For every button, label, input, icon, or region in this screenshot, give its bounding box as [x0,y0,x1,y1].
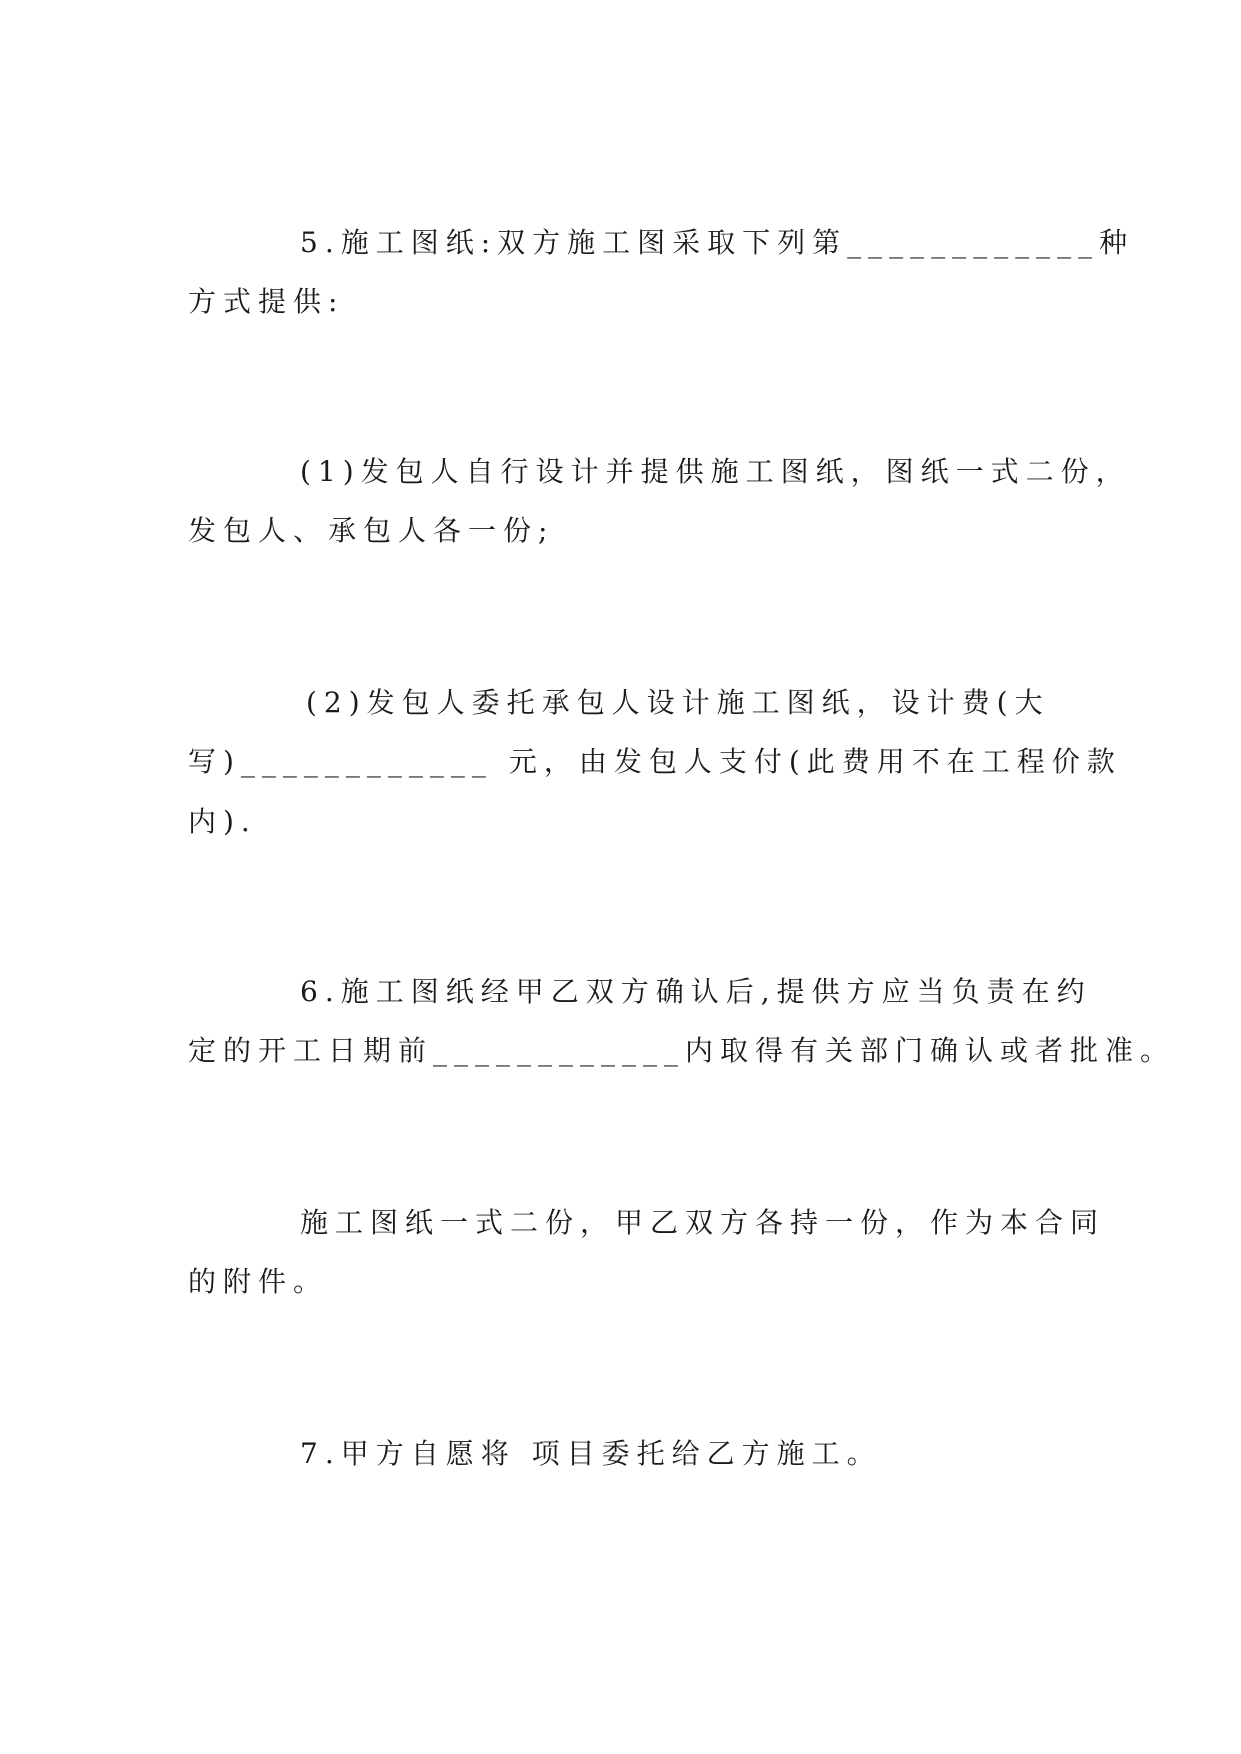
clause-5-option-2-line-1: (2)发包人委托承包人设计施工图纸，设计费(大 [306,686,1050,719]
clause-5-line-1: 5.施工图纸:双方施工图采取下列第____________种 [300,226,1135,259]
clause-5-option-2-line-2: 写)____________ 元，由发包人支付(此费用不在工程价款 [188,745,1122,778]
clause-7-line-1: 7.甲方自愿将 项目委托给乙方施工。 [300,1437,882,1470]
clause-5-option-1-line-2: 发包人、承包人各一份; [188,514,555,547]
clause-5-option-2-line-3: 内). [188,805,257,838]
clause-6-line-1: 6.施工图纸经甲乙双方确认后,提供方应当负责在约 [300,975,1092,1008]
clause-5-line-2: 方式提供: [188,285,345,318]
drawings-copies-line-1: 施工图纸一式二份，甲乙双方各持一份，作为本合同 [300,1206,1106,1239]
clause-6-line-2: 定的开工日期前____________内取得有关部门确认或者批准。 [188,1034,1176,1067]
clause-5-option-1-line-1: (1)发包人自行设计并提供施工图纸，图纸一式二份， [300,455,1131,488]
drawings-copies-line-2: 的附件。 [188,1265,329,1298]
